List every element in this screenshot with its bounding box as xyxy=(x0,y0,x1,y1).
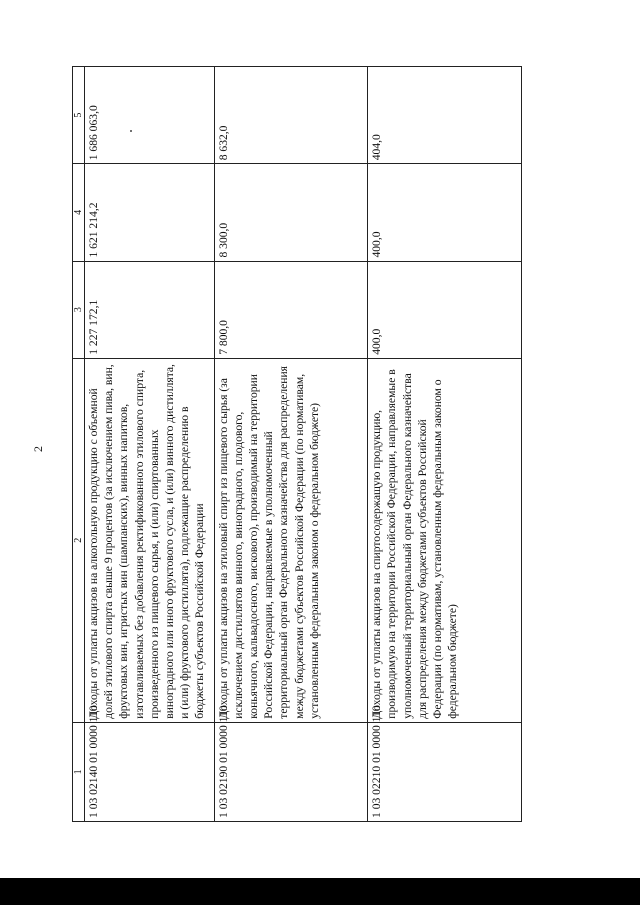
amount-col-5: 8 632,0 xyxy=(214,67,368,164)
amount-col-5: 1 686 063,0 xyxy=(85,67,215,164)
amount-col-4: 400,0 xyxy=(368,164,522,261)
page-number: 2 xyxy=(31,446,45,452)
revenue-table xyxy=(72,66,522,822)
amount-col-3: 7 800,0 xyxy=(214,261,368,358)
budget-code: 1 03 02210 01 0000 110 xyxy=(368,722,522,821)
column-header: 3 xyxy=(73,261,85,358)
budget-code: 1 03 02190 01 0000 110 xyxy=(214,722,368,821)
amount-col-5: 404,0 xyxy=(368,67,522,164)
column-header: 1 xyxy=(73,722,85,821)
column-header: 2 xyxy=(73,358,85,722)
table-row xyxy=(214,67,368,822)
column-header: 4 xyxy=(73,164,85,261)
table-row xyxy=(368,67,522,822)
amount-col-4: 1 621 214,2 xyxy=(85,164,215,261)
amount-col-3: 1 227 172,1 xyxy=(85,261,215,358)
rotated-table-container xyxy=(72,66,522,822)
column-number-row xyxy=(73,67,85,822)
table-row xyxy=(85,67,215,822)
column-header: 5 xyxy=(73,67,85,164)
revenue-description: Доходы от уплаты акцизов на спиртосодержащую продукцию, производимую на территории Российской Федерации, направляемые в уполномоченный территориальный орган Федерального казначейства для распределения между бюджетами субъектов Российской Федерации (по нормативам, установленным федеральным законом о федеральном бюджете) xyxy=(368,358,522,722)
revenue-description: Доходы от уплаты акцизов на алкогольную продукцию с объемной долей этилового спирта свыше 9 процентов (за исключением пива, вин, фруктовых вин, игристых вин (шампанских), винных напитков, изготавливаемых без добавления ректификованного этилового спирта, произведенного из пищевого сырья, и (или) спиртованных виноградного или иного фруктового сусла, и (или) винного дистиллята, и (или) фруктового дистиллята), подлежащие распределению в бюджеты субъектов Российской Федерации xyxy=(85,358,215,722)
revenue-description: Доходы от уплаты акцизов на этиловый спирт из пищевого сырья (за исключением дистиллятов винного, виноградного, плодового, коньячного, кальвадосного, вискового), производимый на территории Российской Федерации, направляемые в уполномоченный территориальный орган Федерального казначейства для распределения между бюджетами субъектов Российской Федерации (по нормативам, установленным федеральным законом о федеральном бюджете) xyxy=(214,358,368,722)
scan-bottom-edge xyxy=(0,878,640,905)
amount-col-4: 8 300,0 xyxy=(214,164,368,261)
budget-code: 1 03 02140 01 0000 110 xyxy=(85,722,215,821)
amount-col-3: 400,0 xyxy=(368,261,522,358)
